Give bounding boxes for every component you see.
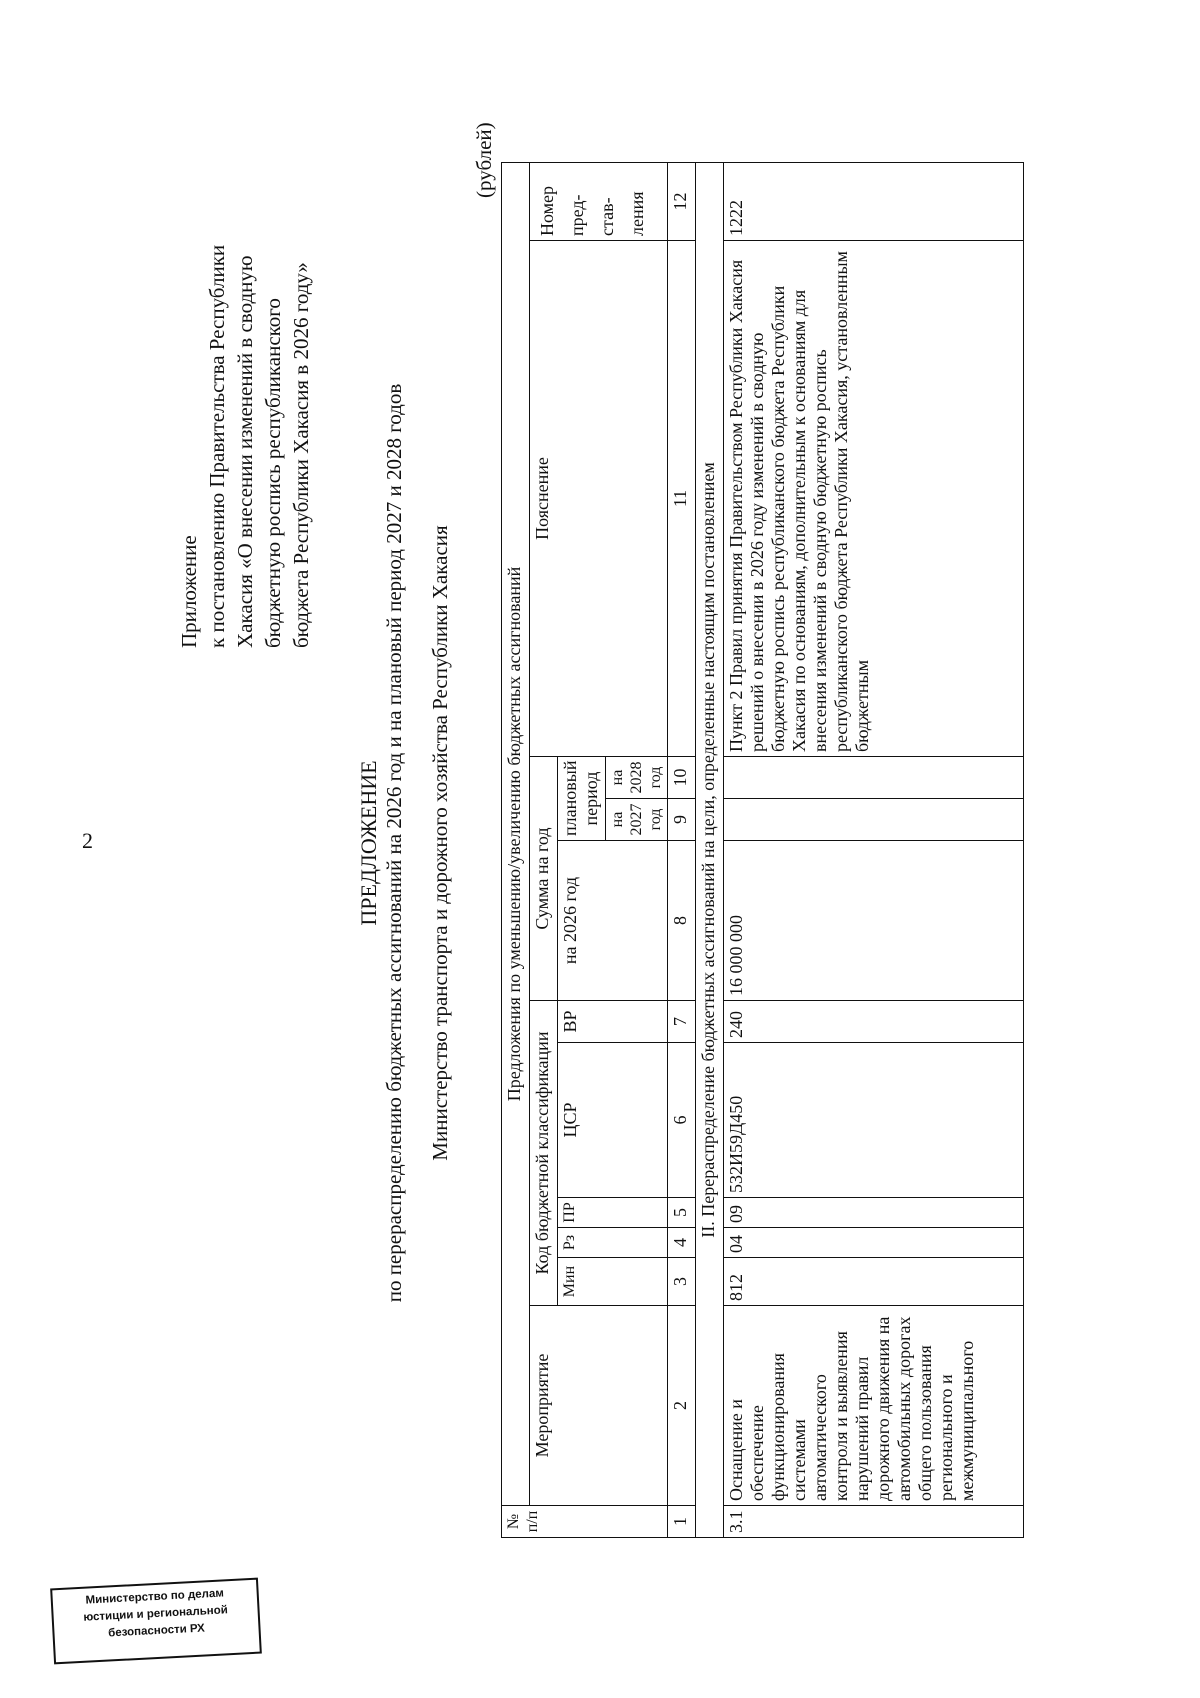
column-number: 9 <box>668 799 696 841</box>
allocation-table <box>501 162 1024 1538</box>
column-number: 12 <box>668 162 696 240</box>
column-number: 3 <box>668 1258 696 1306</box>
header-min: Мин <box>558 1258 668 1306</box>
row-min: 812 <box>724 1258 1024 1306</box>
column-number: 4 <box>668 1228 696 1258</box>
table-row <box>724 162 1024 1537</box>
appendix-line: Хакасия «О внесении изменений в сводную <box>233 255 257 648</box>
ministry-name: Министерство транспорта и дорожного хозяйства Республики Хакасия <box>428 525 452 1161</box>
column-number: 10 <box>668 757 696 799</box>
header-planned: плановый период <box>558 757 606 841</box>
header-num: № п/п <box>502 1506 668 1538</box>
row-measure: Оснащение и обеспечение функционирования системами автоматического контроля и выявления нарушений правил дорожного движения на автомобильных дорогах общего пользования регионального и межмуниципального <box>724 1306 1024 1506</box>
header-vr: ВР <box>558 1001 668 1043</box>
appendix-line: бюджетную роспись республиканского <box>261 298 285 648</box>
units-label: (рублей) <box>472 122 496 198</box>
row-num: 3.1 <box>724 1506 1024 1538</box>
document-subtitle: по перераспределению бюджетных ассигнований на 2026 год и на плановый период 2027 и 2028 годов <box>382 383 406 1303</box>
row-explanation: Пункт 2 Правил принятия Правительством Республики Хакасия решений о внесении в 2026 году изменений в сводную бюджетную роспись республиканского бюджета Республики Хакасия по основаниям, дополнительным к основаниям для внесения изменений в сводную бюджетную роспись республиканского бюджета Республики Хакасия, установленным бюджетным <box>724 241 1024 757</box>
column-number: 6 <box>668 1043 696 1198</box>
section-heading: II. Перераспределение бюджетных ассигнований на цели, определенные настоящим постановлением <box>696 162 724 1537</box>
header-representation: Номер пред- став- ления <box>530 162 668 240</box>
stamp-line: юстиции и региональной <box>83 1604 229 1624</box>
header-explanation: Пояснение <box>530 241 668 757</box>
column-number: 2 <box>668 1306 696 1506</box>
stamp-line: Министерство по делам <box>85 1587 225 1607</box>
row-2027 <box>724 799 1024 841</box>
header-2026: на 2026 год <box>558 841 668 1001</box>
registration-stamp <box>50 1578 262 1665</box>
row-2026: 16 000 000 <box>724 841 1024 1001</box>
column-number: 8 <box>668 841 696 1001</box>
header-csr: ЦСР <box>558 1043 668 1198</box>
row-vr: 240 <box>724 1001 1024 1043</box>
header-rz: Рз <box>558 1228 668 1258</box>
page-number: 2 <box>82 828 93 853</box>
header-group: Предложения по уменьшению/увеличению бюджетных ассигнований <box>502 162 530 1505</box>
row-rz: 04 <box>724 1228 1024 1258</box>
column-number: 11 <box>668 241 696 757</box>
header-2028: на 2028 год <box>606 757 668 799</box>
appendix-line: Приложение <box>177 535 201 648</box>
appendix-block <box>175 148 315 648</box>
appendix-line: к постановлению Правительства Республики <box>205 244 229 648</box>
stamp-line: безопасности РХ <box>107 1622 206 1640</box>
column-number: 1 <box>668 1506 696 1538</box>
row-pr: 09 <box>724 1198 1024 1228</box>
header-measure: Мероприятие <box>530 1306 668 1506</box>
column-number: 5 <box>668 1198 696 1228</box>
row-csr: 532И59Д450 <box>724 1043 1024 1198</box>
row-2028 <box>724 757 1024 799</box>
row-representation: 1222 <box>724 162 1024 240</box>
appendix-line: бюджета Республики Хакасия в 2026 году» <box>289 262 313 648</box>
rotated-page-content <box>175 118 1035 1568</box>
header-code: Код бюджетной классификации <box>530 1001 558 1306</box>
header-2027: на 2027 год <box>606 799 668 841</box>
column-number: 7 <box>668 1001 696 1043</box>
header-pr: ПР <box>558 1198 668 1228</box>
header-sum: Сумма на год <box>530 757 558 1001</box>
document-title: ПРЕДЛОЖЕНИЕ <box>356 760 381 926</box>
